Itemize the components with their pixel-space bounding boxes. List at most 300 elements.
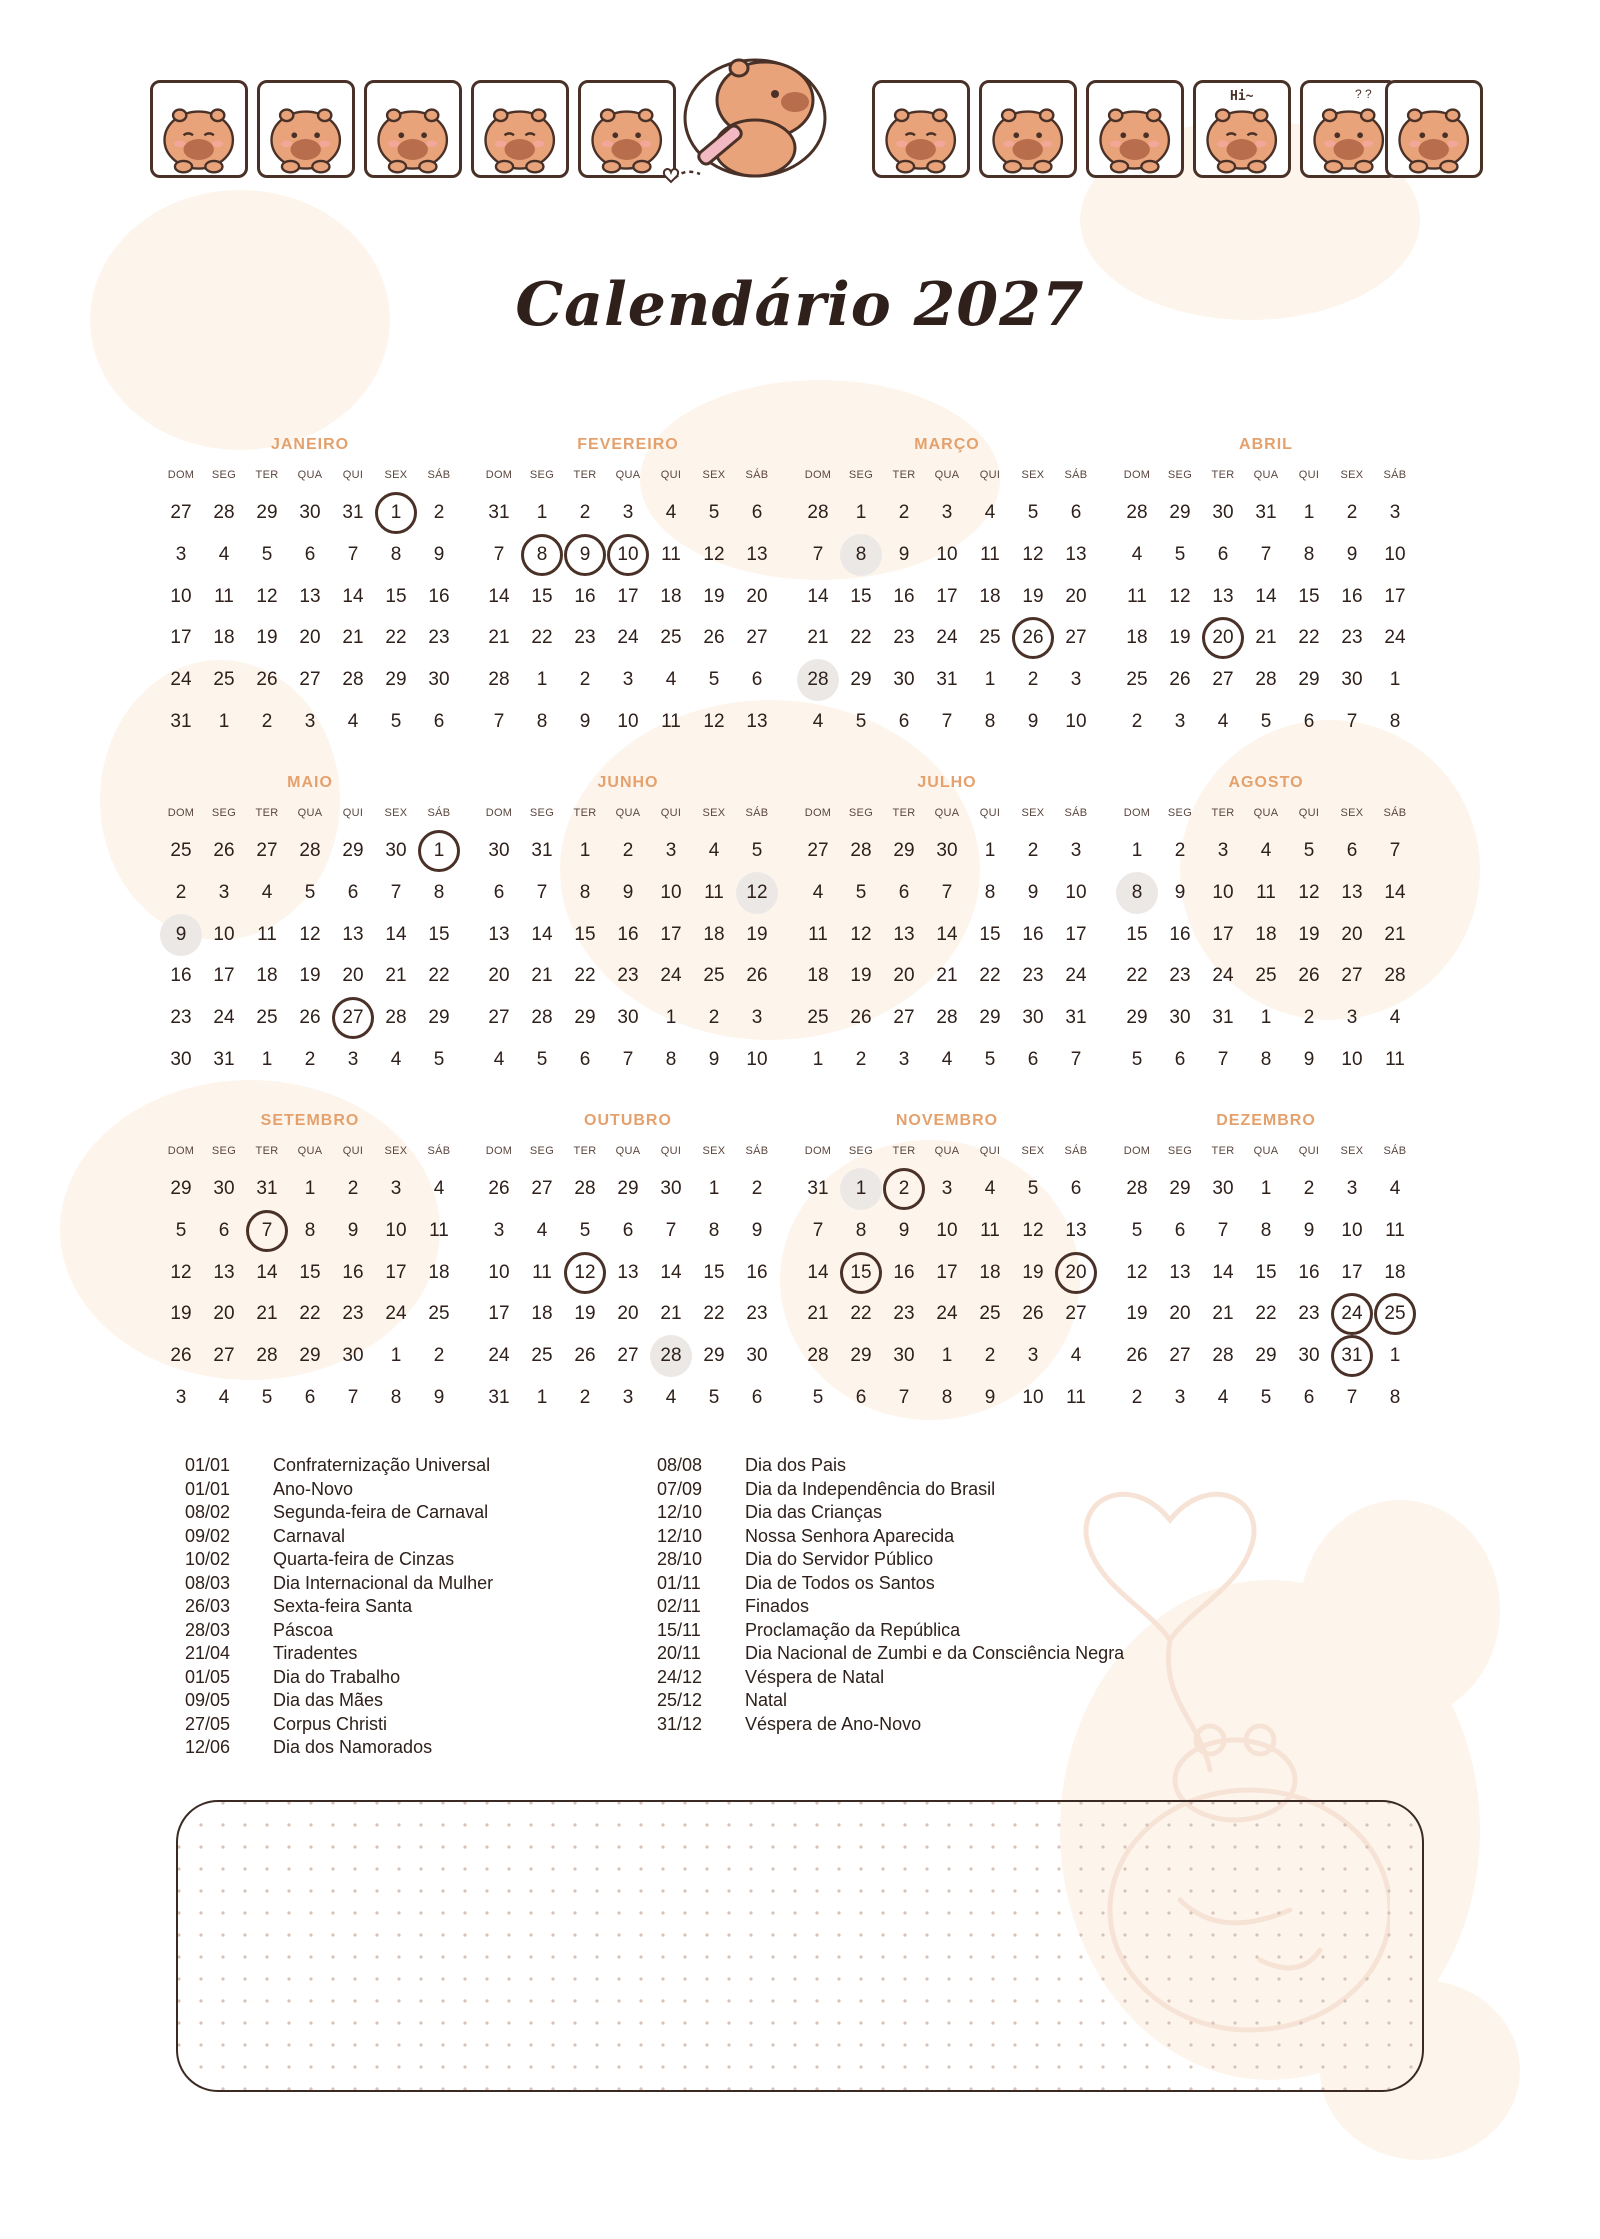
day-cell: 20	[893, 965, 915, 987]
day-cell: 28	[531, 1007, 553, 1029]
day-cell: 10	[213, 923, 235, 945]
day-cell: 7	[1070, 1049, 1082, 1070]
day-cell: 5	[536, 1049, 548, 1070]
weekday-label: SEG	[529, 1145, 555, 1157]
day-cell: 8	[579, 881, 591, 903]
day-cell: 21	[1255, 627, 1277, 649]
holiday-name: Véspera de Natal	[745, 1666, 885, 1687]
weekday-label: DOM	[167, 469, 195, 481]
day-cell: 22	[428, 965, 450, 987]
day-cell: 6	[1303, 1387, 1315, 1408]
day-cell: 10	[488, 1261, 510, 1283]
day-cell: 1	[1260, 1178, 1272, 1199]
day-cell: 16	[617, 923, 639, 945]
day-cell: 30	[342, 1345, 364, 1367]
day-cell: 11	[980, 1219, 1000, 1241]
weekday-label: SÁB	[745, 807, 769, 819]
day-cell: 2	[622, 840, 634, 861]
weekday-label: SEG	[848, 469, 874, 481]
holiday-name: Dia Internacional da Mulher	[273, 1572, 494, 1593]
holiday-name: Dia dos Pais	[745, 1455, 847, 1475]
day-cell: 3	[1346, 1007, 1358, 1029]
day-cell: 25	[807, 1007, 829, 1029]
day-cell: 31	[807, 1178, 829, 1199]
weekday-label: SEX	[702, 1145, 726, 1157]
weekday-label: TER	[573, 807, 597, 819]
day-cell: 1	[1389, 669, 1401, 691]
day-cell: 14	[1384, 881, 1406, 903]
day-cell: 24	[1384, 627, 1406, 649]
day-cell: 5	[708, 669, 720, 691]
day-cell: 14	[531, 923, 553, 945]
holiday-name: Proclamação da República	[745, 1619, 961, 1640]
day-cell: 13	[342, 923, 364, 945]
day-cell: 16	[1169, 923, 1191, 945]
day-cell: 17	[385, 1261, 407, 1283]
day-cell: 29	[170, 1178, 192, 1199]
day-cell: 2	[261, 711, 273, 732]
day-cell: 21	[807, 627, 829, 649]
day-cell: 8	[984, 711, 996, 732]
day-cell: 1	[304, 1178, 316, 1199]
sticker-speech-text: Hi~	[1230, 89, 1254, 104]
day-cell-holiday: 31	[1331, 1335, 1373, 1377]
weekday-label: QUI	[979, 469, 1001, 481]
day-cell: 20	[213, 1303, 235, 1325]
day-cell: 27	[531, 1178, 553, 1199]
day-cell: 26	[1169, 669, 1191, 691]
day-cell: 1	[1389, 1345, 1401, 1367]
day-cell: 20	[1065, 585, 1087, 607]
day-cell: 7	[347, 1387, 359, 1408]
day-cell: 12	[256, 585, 278, 607]
weekday-label: QUA	[297, 1145, 323, 1157]
weekday-label: DOM	[167, 807, 195, 819]
day-cell: 18	[1384, 1261, 1406, 1283]
day-cell: 29	[893, 840, 915, 861]
day-cell: 5	[433, 1049, 445, 1070]
day-cell: 5	[855, 711, 867, 732]
day-cell: 6	[622, 1219, 634, 1241]
day-cell: 3	[1217, 840, 1229, 861]
day-cell: 23	[1298, 1303, 1320, 1325]
day-cell: 6	[1174, 1219, 1186, 1241]
month-name: OUTUBRO	[584, 1112, 672, 1129]
day-cell: 18	[979, 1261, 1001, 1283]
weekday-label: SEX	[702, 469, 726, 481]
day-cell: 2	[1346, 502, 1358, 523]
day-cell: 8	[536, 711, 548, 732]
day-cell: 5	[1131, 1219, 1143, 1241]
day-cell: 25	[979, 627, 1001, 649]
weekday-label: QUA	[934, 807, 960, 819]
day-cell: 17	[1341, 1261, 1363, 1283]
day-cell: 24	[617, 627, 639, 649]
day-cell: 21	[256, 1303, 278, 1325]
day-cell: 16	[893, 1261, 915, 1283]
day-cell: 4	[261, 881, 273, 903]
day-cell: 9	[984, 1387, 996, 1408]
day-cell: 23	[574, 627, 596, 649]
day-cell: 27	[807, 840, 829, 861]
day-cell: 3	[218, 881, 230, 903]
weekday-label: QUI	[660, 1145, 682, 1157]
day-cell: 1	[1260, 1007, 1272, 1029]
day-cell: 9	[579, 711, 591, 732]
day-cell-holiday: 9	[564, 534, 606, 576]
day-cell: 7	[1217, 1049, 1229, 1070]
day-cell: 18	[979, 585, 1001, 607]
day-cell: 21	[1212, 1303, 1234, 1325]
day-cell: 4	[536, 1219, 548, 1241]
day-cell: 12	[1298, 881, 1320, 903]
day-cell-holiday: 25	[1374, 1293, 1416, 1335]
day-cell: 2	[708, 1007, 720, 1029]
day-cell: 27	[893, 1007, 915, 1029]
day-cell-holiday: 10	[607, 534, 649, 576]
day-cell: 12	[850, 923, 872, 945]
day-cell: 27	[170, 502, 192, 523]
day-cell: 14	[807, 585, 829, 607]
weekday-label: SÁB	[427, 807, 451, 819]
day-cell: 4	[665, 1387, 677, 1408]
holiday-date: 12/10	[657, 1502, 703, 1522]
weekday-label: QUA	[615, 807, 641, 819]
day-cell: 14	[1255, 585, 1277, 607]
day-cell: 9	[1303, 1049, 1315, 1070]
day-cell: 3	[175, 543, 187, 565]
day-cell: 30	[746, 1345, 768, 1367]
day-cell: 29	[850, 669, 872, 691]
day-cell: 3	[1027, 1345, 1039, 1367]
day-cell: 6	[1217, 543, 1229, 565]
holiday-name: Carnaval	[273, 1525, 346, 1546]
day-cell: 19	[1169, 627, 1191, 649]
day-cell-observance: 12	[736, 872, 778, 914]
weekday-label: SEX	[384, 469, 408, 481]
day-cell: 10	[1212, 881, 1234, 903]
day-cell: 5	[812, 1387, 824, 1408]
day-cell: 5	[751, 840, 763, 861]
day-cell-holiday: 12	[564, 1252, 606, 1294]
holiday-date: 08/03	[185, 1572, 231, 1593]
holiday-name: Páscoa	[273, 1619, 334, 1640]
weekday-label: SEG	[1167, 807, 1193, 819]
day-cell: 6	[751, 1387, 763, 1408]
day-cell: 11	[532, 1261, 552, 1283]
day-cell: 22	[1126, 965, 1148, 987]
day-cell: 9	[1303, 1219, 1315, 1241]
day-cell: 6	[304, 543, 316, 565]
day-cell: 1	[536, 502, 548, 523]
day-cell: 1	[984, 840, 996, 861]
day-cell: 23	[342, 1303, 364, 1325]
day-cell: 7	[898, 1387, 910, 1408]
day-cell: 17	[1384, 585, 1406, 607]
day-cell: 17	[660, 923, 682, 945]
day-cell: 16	[428, 585, 450, 607]
day-cell: 25	[1126, 669, 1148, 691]
day-cell: 3	[941, 502, 953, 523]
day-cell: 19	[574, 1303, 596, 1325]
day-cell: 19	[1022, 585, 1044, 607]
day-cell: 15	[574, 923, 596, 945]
day-cell: 22	[850, 627, 872, 649]
day-cell: 25	[660, 627, 682, 649]
day-cell: 23	[893, 1303, 915, 1325]
day-cell: 30	[428, 669, 450, 691]
day-cell: 15	[703, 1261, 725, 1283]
day-cell: 1	[1303, 502, 1315, 523]
day-cell: 11	[1127, 585, 1147, 607]
day-cell: 15	[979, 923, 1001, 945]
day-cell: 3	[898, 1049, 910, 1070]
day-cell: 18	[531, 1303, 553, 1325]
day-cell: 4	[984, 1178, 996, 1199]
day-cell: 29	[617, 1178, 639, 1199]
weekday-label: SEG	[848, 1145, 874, 1157]
day-cell: 7	[1217, 1219, 1229, 1241]
day-cell: 27	[213, 1345, 235, 1367]
day-cell: 22	[531, 627, 553, 649]
day-cell: 30	[893, 669, 915, 691]
day-cell: 30	[213, 1178, 235, 1199]
day-cell: 13	[1065, 1219, 1087, 1241]
day-cell: 4	[1217, 711, 1229, 732]
day-cell: 11	[808, 923, 828, 945]
day-cell-holiday: 27	[332, 997, 374, 1039]
day-cell: 31	[170, 711, 192, 732]
day-cell: 31	[1212, 1007, 1234, 1029]
day-cell: 3	[1174, 711, 1186, 732]
weekday-label: DOM	[485, 469, 513, 481]
weekday-label: SÁB	[427, 1145, 451, 1157]
day-cell: 8	[433, 881, 445, 903]
holiday-date: 27/05	[185, 1713, 231, 1734]
weekday-label: SEG	[1167, 469, 1193, 481]
day-cell: 3	[622, 669, 634, 691]
day-cell: 31	[488, 1387, 510, 1408]
day-cell: 24	[1212, 965, 1234, 987]
day-cell: 8	[304, 1219, 316, 1241]
day-cell: 12	[1126, 1261, 1148, 1283]
month-name: MARÇO	[914, 436, 980, 453]
day-cell: 2	[579, 669, 591, 691]
day-cell: 12	[1022, 1219, 1044, 1241]
day-cell: 29	[1169, 1178, 1191, 1199]
day-cell-observance: 28	[797, 659, 839, 701]
holiday-name: Finados	[745, 1596, 810, 1616]
day-cell: 29	[979, 1007, 1001, 1029]
day-cell: 14	[385, 923, 407, 945]
day-cell: 19	[1298, 923, 1320, 945]
day-cell: 11	[661, 543, 681, 565]
day-cell: 25	[1255, 965, 1277, 987]
day-cell: 7	[665, 1219, 677, 1241]
month-name: FEVEREIRO	[577, 436, 679, 453]
day-cell: 5	[304, 881, 316, 903]
day-cell: 20	[1169, 1303, 1191, 1325]
holiday-name: Dia do Servidor Público	[745, 1549, 934, 1569]
weekday-label: SEG	[529, 469, 555, 481]
day-cell: 6	[1174, 1049, 1186, 1070]
day-cell: 9	[1027, 881, 1039, 903]
day-cell: 6	[1070, 1178, 1082, 1199]
day-cell: 24	[385, 1303, 407, 1325]
weekday-label: QUI	[660, 807, 682, 819]
day-cell: 10	[936, 543, 958, 565]
day-cell: 3	[175, 1387, 187, 1408]
weekday-label: SEG	[211, 807, 237, 819]
holiday-name: Dia do Trabalho	[273, 1666, 401, 1687]
day-cell: 4	[708, 840, 720, 861]
day-cell: 13	[1169, 1261, 1191, 1283]
day-cell: 18	[1126, 627, 1148, 649]
day-cell: 6	[751, 502, 763, 523]
weekday-label: QUI	[342, 469, 364, 481]
day-cell: 9	[898, 543, 910, 565]
day-cell: 21	[531, 965, 553, 987]
day-cell: 21	[342, 627, 364, 649]
day-cell: 26	[574, 1345, 596, 1367]
day-cell: 5	[390, 711, 402, 732]
day-cell: 4	[984, 502, 996, 523]
weekday-label: QUI	[342, 1145, 364, 1157]
day-cell: 10	[617, 711, 639, 732]
day-cell: 22	[850, 1303, 872, 1325]
day-cell: 30	[1212, 502, 1234, 523]
day-cell: 30	[936, 840, 958, 861]
day-cell: 26	[746, 965, 768, 987]
day-cell: 28	[1212, 1345, 1234, 1367]
day-cell: 22	[299, 1303, 321, 1325]
day-cell: 8	[941, 1387, 953, 1408]
day-cell: 29	[1169, 502, 1191, 523]
day-cell: 24	[213, 1007, 235, 1029]
day-cell: 25	[428, 1303, 450, 1325]
day-cell: 18	[807, 965, 829, 987]
day-cell: 23	[1169, 965, 1191, 987]
holiday-date: 31/12	[657, 1713, 703, 1734]
day-cell: 8	[984, 881, 996, 903]
day-cell: 10	[385, 1219, 407, 1241]
day-cell: 9	[1174, 881, 1186, 903]
day-cell: 3	[665, 840, 677, 861]
day-cell: 4	[812, 711, 824, 732]
day-cell: 26	[213, 840, 235, 861]
day-cell: 15	[428, 923, 450, 945]
day-cell: 23	[170, 1007, 192, 1029]
day-cell: 1	[941, 1345, 953, 1367]
holiday-date: 09/05	[185, 1690, 231, 1710]
day-cell: 26	[850, 1007, 872, 1029]
day-cell: 5	[579, 1219, 591, 1241]
day-cell: 30	[617, 1007, 639, 1029]
holiday-date: 12/10	[657, 1525, 703, 1546]
month-name: MAIO	[287, 774, 333, 791]
weekday-label: QUA	[615, 1145, 641, 1157]
weekday-label: QUI	[979, 807, 1001, 819]
day-cell: 3	[622, 502, 634, 523]
notes-area[interactable]	[176, 1800, 1424, 2092]
day-cell: 30	[1169, 1007, 1191, 1029]
day-cell: 28	[1384, 965, 1406, 987]
day-cell: 11	[1066, 1387, 1086, 1408]
weekday-label: SEG	[848, 807, 874, 819]
day-cell-holiday: 2	[883, 1168, 925, 1210]
day-cell: 29	[1126, 1007, 1148, 1029]
sticker-question-text: ? ?	[1355, 87, 1372, 101]
weekday-label: SÁB	[745, 469, 769, 481]
day-cell: 31	[213, 1049, 235, 1070]
day-cell: 16	[1341, 585, 1363, 607]
day-cell: 27	[299, 669, 321, 691]
day-cell: 13	[746, 543, 768, 565]
day-cell: 6	[898, 711, 910, 732]
day-cell: 13	[299, 585, 321, 607]
day-cell: 14	[488, 585, 510, 607]
day-cell: 3	[493, 1219, 505, 1241]
day-cell: 28	[936, 1007, 958, 1029]
day-cell: 14	[256, 1261, 278, 1283]
day-cell: 3	[1389, 502, 1401, 523]
day-cell: 28	[256, 1345, 278, 1367]
month-name: JULHO	[917, 774, 977, 791]
day-cell: 7	[941, 711, 953, 732]
day-cell: 31	[936, 669, 958, 691]
day-cell: 26	[1126, 1345, 1148, 1367]
day-cell: 3	[622, 1387, 634, 1408]
day-cell: 13	[893, 923, 915, 945]
weekday-label: SEX	[1021, 1145, 1045, 1157]
day-cell: 23	[746, 1303, 768, 1325]
day-cell: 20	[1341, 923, 1363, 945]
holiday-date: 24/12	[657, 1666, 703, 1687]
month-name: DEZEMBRO	[1216, 1112, 1316, 1129]
day-cell: 10	[1341, 1049, 1363, 1070]
day-cell-holiday: 15	[840, 1252, 882, 1294]
day-cell: 27	[256, 840, 278, 861]
day-cell: 14	[807, 1261, 829, 1283]
day-cell: 9	[433, 543, 445, 565]
weekday-label: DOM	[1123, 807, 1151, 819]
day-cell: 10	[1065, 881, 1087, 903]
day-cell-holiday: 1	[375, 492, 417, 534]
weekday-label: DOM	[804, 807, 832, 819]
day-cell: 3	[1070, 840, 1082, 861]
day-cell: 5	[708, 1387, 720, 1408]
day-cell: 6	[898, 881, 910, 903]
day-cell: 13	[213, 1261, 235, 1283]
day-cell: 15	[299, 1261, 321, 1283]
day-cell: 23	[1341, 627, 1363, 649]
day-cell: 29	[1298, 669, 1320, 691]
day-cell: 27	[1065, 1303, 1087, 1325]
day-cell: 4	[347, 711, 359, 732]
day-cell: 30	[170, 1049, 192, 1070]
day-cell: 29	[256, 502, 278, 523]
holiday-date: 08/08	[657, 1455, 703, 1475]
day-cell: 18	[256, 965, 278, 987]
day-cell: 3	[1070, 669, 1082, 691]
day-cell: 7	[493, 711, 505, 732]
day-cell: 7	[812, 543, 824, 565]
day-cell: 10	[170, 585, 192, 607]
day-cell: 2	[1174, 840, 1186, 861]
day-cell: 20	[342, 965, 364, 987]
month-name: AGOSTO	[1228, 774, 1304, 791]
day-cell: 12	[703, 711, 725, 732]
